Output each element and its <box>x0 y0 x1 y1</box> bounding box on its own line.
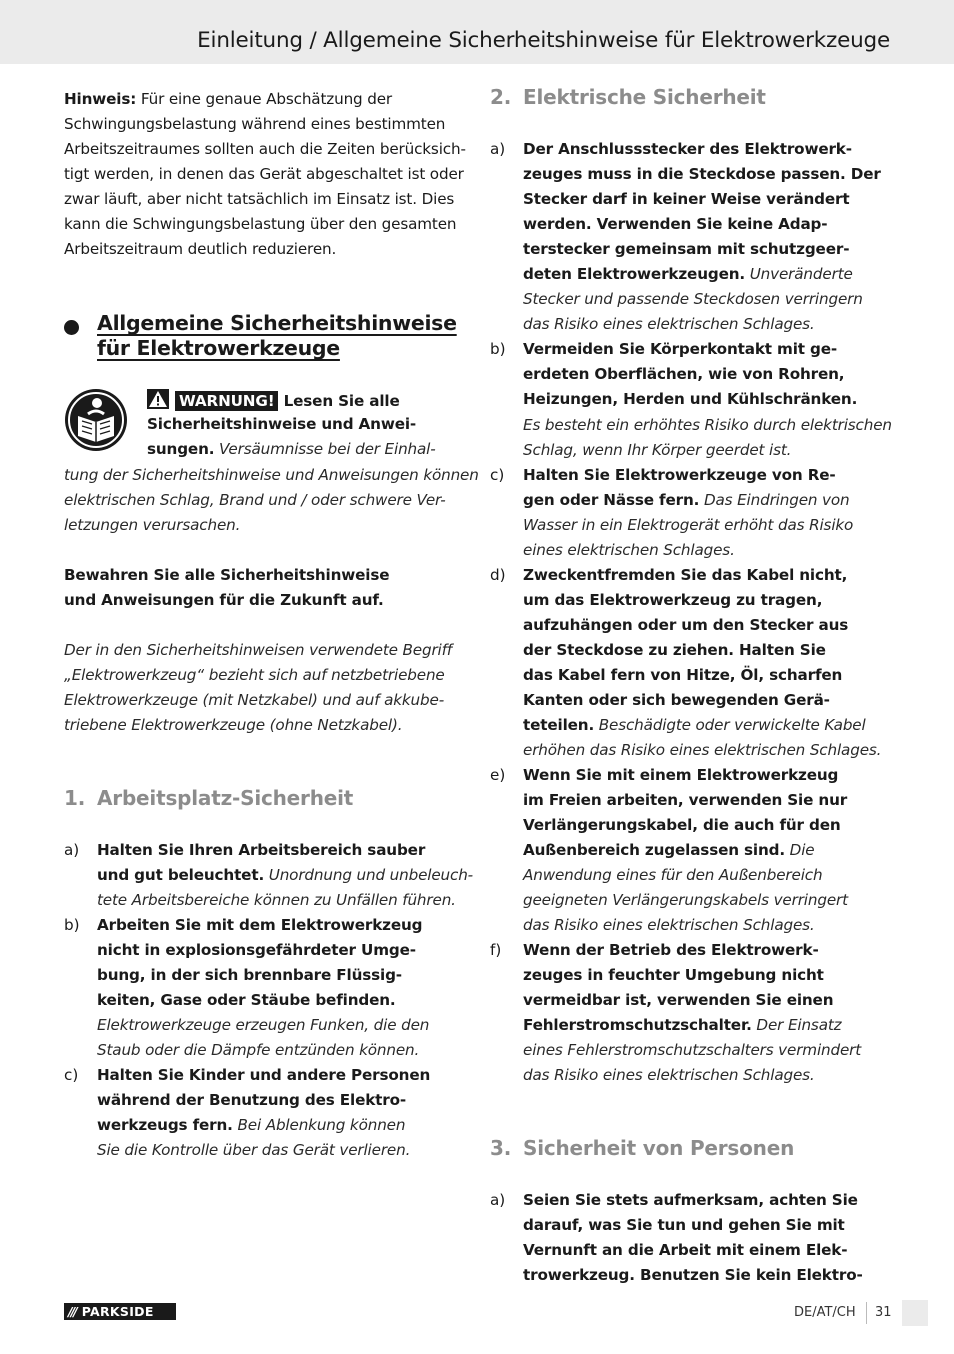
item-line: um das Elektrowerkzeug zu tragen, <box>523 591 823 609</box>
item-italic: Unveränderte <box>745 265 853 283</box>
section-title: Elektrische Sicherheit <box>523 85 766 109</box>
item-line: darauf, was Sie tun und gehen Sie mit <box>523 1216 845 1234</box>
item-line: werden. Verwenden Sie keine Adap- <box>523 215 828 233</box>
item-label: a) <box>490 1191 506 1209</box>
item-line: geeigneten Verlängerungskabels verringert <box>523 891 848 909</box>
item-line: Wenn der Betrieb des Elektrowerk- <box>523 941 819 959</box>
brand-logo <box>64 1303 176 1320</box>
item-label: c) <box>64 1066 79 1084</box>
item-line: eines elektrischen Schlages. <box>523 541 735 559</box>
item-line: terstecker gemeinsam mit schutzgeer- <box>523 240 850 258</box>
item-line: Wenn Sie mit einem Elektrowerkzeug <box>523 766 839 784</box>
hinweis-line: Schwingungsbelastung während eines bestimmten <box>64 115 446 133</box>
hinweis-line: Arbeitszeitraumes sollten auch die Zeiten berücksich- <box>64 140 466 158</box>
item-line: Halten Sie Kinder und andere Personen <box>97 1066 431 1084</box>
hinweis-line: tigt werden, in denen das Gerät abgeschaltet ist oder <box>64 165 464 183</box>
item-line: der Steckdose zu ziehen. Halten Sie <box>523 641 826 659</box>
item-line: bung, in der sich brennbare Flüssig- <box>97 966 402 984</box>
hinweis-line <box>64 89 392 109</box>
warning-line: letzungen verursachen. <box>64 516 241 534</box>
warning-line: Sicherheitshinweise und Anwei- <box>147 415 417 433</box>
item-line: Staub oder die Dämpfe entzünden können. <box>97 1041 420 1059</box>
item-line: Es besteht ein erhöhtes Risiko durch elektrischen <box>523 416 892 434</box>
read-manual-icon <box>64 388 128 452</box>
hinweis-line: kann die Schwingungsbelastung über den gesamten <box>64 215 457 233</box>
section-heading <box>64 786 353 810</box>
item-line: während der Benutzung des Elektro- <box>97 1091 407 1109</box>
item-italic: Der Einsatz <box>751 1016 842 1034</box>
item-label: d) <box>490 566 506 584</box>
item-line: Vermeiden Sie Körperkontakt mit ge- <box>523 340 838 358</box>
item-line: Seien Sie stets aufmerksam, achten Sie <box>523 1191 858 1209</box>
item-label: e) <box>490 766 506 784</box>
warning-bold: sungen. <box>147 440 215 458</box>
page-header <box>0 0 954 64</box>
item-line: tete Arbeitsbereiche können zu Unfällen führen. <box>97 891 456 909</box>
warning-line: elektrischen Schlag, Brand und / oder schwere Ver- <box>64 491 446 509</box>
item-line <box>523 840 814 860</box>
item-line: Heizungen, Herden und Kühlschränken. <box>523 390 858 408</box>
item-line: das Risiko eines elektrischen Schlages. <box>523 916 815 934</box>
logo-stripes: /// <box>68 1304 76 1319</box>
section-number: 3. <box>490 1136 512 1160</box>
page-number: 31 <box>875 1305 892 1320</box>
item-line: Anwendung eines für den Außenbereich <box>523 866 823 884</box>
item-line: Kanten oder sich bewegenden Gerä- <box>523 691 830 709</box>
keep-line: Bewahren Sie alle Sicherheitshinweise <box>64 566 390 584</box>
bullet-icon <box>64 320 79 335</box>
item-bold: gen oder Nässe fern. <box>523 491 700 509</box>
item-line: Halten Sie Ihren Arbeitsbereich sauber <box>97 841 426 859</box>
item-line: Schlag, wenn Ihr Körper geerdet ist. <box>523 441 792 459</box>
item-label: f) <box>490 941 502 959</box>
item-label: b) <box>64 916 80 934</box>
item-italic: Beschädigte oder verwickelte Kabel <box>594 716 866 734</box>
item-line: Verlängerungskabel, die auch für den <box>523 816 841 834</box>
item-line: Arbeiten Sie mit dem Elektrowerkzeug <box>97 916 423 934</box>
item-label: b) <box>490 340 506 358</box>
definition-line: „Elektrowerkzeug“ bezieht sich auf netzbetriebene <box>64 666 445 684</box>
section-title: Arbeitsplatz-Sicherheit <box>97 786 354 810</box>
section-heading <box>490 85 766 109</box>
item-line: Wasser in ein Elektrogerät erhöht das Risiko <box>523 516 854 534</box>
hinweis-label: Hinweis: <box>64 90 137 108</box>
item-line: eines Fehlerstromschutzschalters vermindert <box>523 1041 862 1059</box>
item-bold: Fehlerstromschutzschalter. <box>523 1016 752 1034</box>
country-codes: DE/AT/CH <box>794 1305 856 1320</box>
keep-line: und Anweisungen für die Zukunft auf. <box>64 591 384 609</box>
warning-line: tung der Sicherheitshinweise und Anweisungen können <box>64 466 479 484</box>
warning-triangle-icon <box>147 389 169 409</box>
item-italic: Die <box>784 841 815 859</box>
item-line: im Freien arbeiten, verwenden Sie nur <box>523 791 848 809</box>
page-title: Einleitung / Allgemeine Sicherheitshinweise für Elektrowerkzeuge <box>197 28 890 53</box>
item-line: nicht in explosionsgefährdeter Umge- <box>97 941 416 959</box>
warning-line <box>147 389 400 411</box>
item-line <box>523 264 853 284</box>
section-number: 1. <box>64 786 86 810</box>
footer-divider <box>866 1302 867 1324</box>
item-italic: Bei Ablenkung können <box>232 1116 406 1134</box>
warning-italic: Versäumnisse bei der Einhal- <box>214 440 436 458</box>
item-line: trowerkzeug. Benutzen Sie kein Elektro- <box>523 1266 863 1284</box>
footer-box <box>902 1300 928 1326</box>
item-italic: Das Eindringen von <box>699 491 850 509</box>
item-line: Elektrowerkzeuge erzeugen Funken, die den <box>97 1016 430 1034</box>
item-line <box>523 490 850 510</box>
item-line: keiten, Gase oder Stäube befinden. <box>97 991 396 1009</box>
definition-line: Elektrowerkzeuge (mit Netzkabel) und auf akkube- <box>64 691 445 709</box>
item-line <box>97 1115 405 1135</box>
item-line: Zweckentfremden Sie das Kabel nicht, <box>523 566 848 584</box>
definition-line: Der in den Sicherheitshinweisen verwendete Begriff <box>64 641 453 659</box>
hinweis-line: zwar läuft, aber nicht tatsächlich im Einsatz ist. Dies <box>64 190 455 208</box>
item-line: aufzuhängen oder um den Stecker aus <box>523 616 849 634</box>
item-line: Halten Sie Elektrowerkzeuge von Re- <box>523 466 836 484</box>
section-heading <box>490 1136 794 1160</box>
brand-name: PARKSIDE <box>81 1304 154 1319</box>
main-heading <box>97 311 457 361</box>
item-italic: Unordnung und unbeleuch- <box>264 866 474 884</box>
item-line <box>523 715 866 735</box>
section-title: Sicherheit von Personen <box>523 1136 795 1160</box>
item-line: vermeidbar ist, verwenden Sie einen <box>523 991 834 1009</box>
item-line: Vernunft an die Arbeit mit einem Elek- <box>523 1241 848 1259</box>
definition-line: triebene Elektrowerkzeuge (ohne Netzkabel). <box>64 716 403 734</box>
item-bold: werkzeugs fern. <box>97 1116 233 1134</box>
item-bold: Außenbereich zugelassen sind. <box>523 841 785 859</box>
main-heading-line: Allgemeine Sicherheitshinweise <box>97 311 457 335</box>
item-line: das Risiko eines elektrischen Schlages. <box>523 1066 815 1084</box>
item-line <box>523 1015 841 1035</box>
item-line: Der Anschlussstecker des Elektrowerk- <box>523 140 852 158</box>
warning-line <box>147 439 436 459</box>
warning-text: Lesen Sie alle <box>278 392 400 410</box>
item-line: das Kabel fern von Hitze, Öl, scharfen <box>523 666 843 684</box>
item-line: das Risiko eines elektrischen Schlages. <box>523 315 815 333</box>
item-line: erhöhen das Risiko eines elektrischen Schlages. <box>523 741 882 759</box>
item-label: a) <box>64 841 80 859</box>
hinweis-text: Für eine genaue Abschätzung der <box>136 90 392 108</box>
item-line: Sie die Kontrolle über das Gerät verlieren. <box>97 1141 411 1159</box>
item-line: Stecker und passende Steckdosen verringern <box>523 290 863 308</box>
item-label: a) <box>490 140 506 158</box>
section-number: 2. <box>490 85 512 109</box>
hinweis-line: Arbeitszeitraum deutlich reduzieren. <box>64 240 337 258</box>
item-bold: deten Elektrowerkzeugen. <box>523 265 746 283</box>
item-label: c) <box>490 466 505 484</box>
item-bold: teteilen. <box>523 716 595 734</box>
main-heading-line: für Elektrowerkzeuge <box>97 336 340 360</box>
item-line <box>97 865 473 885</box>
item-line: Stecker darf in keiner Weise verändert <box>523 190 850 208</box>
item-line: zeuges muss in die Steckdose passen. Der <box>523 165 881 183</box>
item-bold: und gut beleuchtet. <box>97 866 265 884</box>
item-line: zeuges in feuchter Umgebung nicht <box>523 966 824 984</box>
warning-badge: WARNUNG! <box>175 391 278 411</box>
item-line: erdeten Oberflächen, wie von Rohren, <box>523 365 845 383</box>
